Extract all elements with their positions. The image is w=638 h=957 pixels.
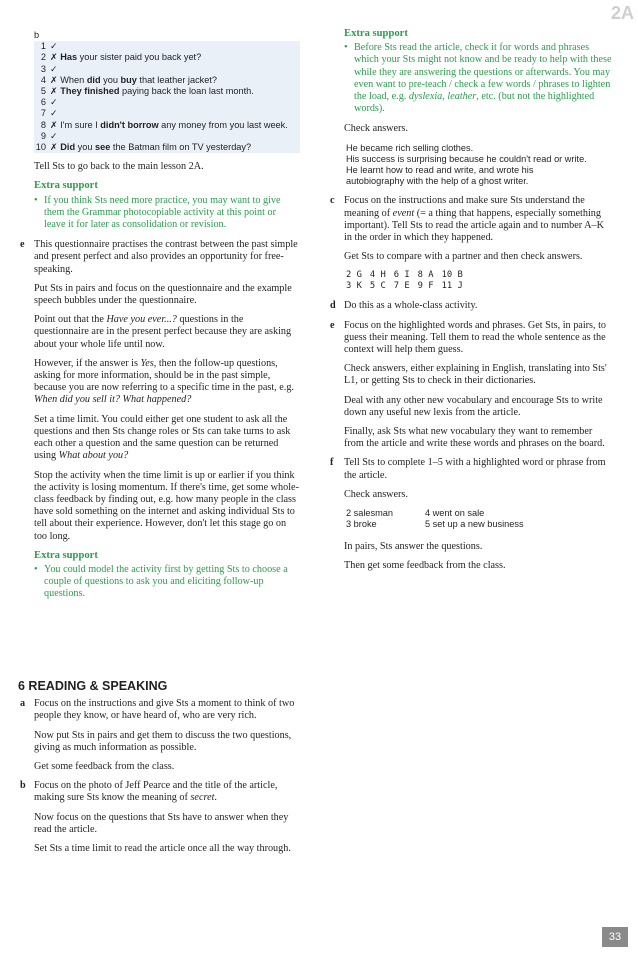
exercise-letter: e xyxy=(330,319,335,331)
paragraph: In pairs, Sts answer the questions. xyxy=(344,540,483,552)
paragraph: Focus on the instructions and make sure Sts understand the meaning of event (= a thing that happens, especially something important). Tell Sts to read the article again and to number A–K in the order in which they happened. xyxy=(344,195,604,244)
answer-cell: 3 K xyxy=(346,281,362,292)
extra-support-list xyxy=(34,195,300,232)
paragraph: Focus on the instructions and give Sts a moment to think of two people they know, or have heard of, who are very rich. xyxy=(34,698,295,722)
extra-support-item: • You could model the activity first by getting Sts to choose a couple of questions to ask you and eliciting follow-up questions. xyxy=(34,564,300,601)
extra-support-heading: Extra support xyxy=(34,549,98,561)
exercise-letter: c xyxy=(330,195,335,207)
answer-cell: 9 F xyxy=(417,281,434,292)
answer-cell: 2 G xyxy=(346,270,362,281)
paragraph: Do this as a whole-class activity. xyxy=(344,300,478,312)
paragraph: Set Sts a time limit to read the article once all the way through. xyxy=(34,843,291,855)
answer-text: ✗ xyxy=(50,52,61,63)
exercise-e xyxy=(20,239,300,276)
answer-text: ✗ When xyxy=(50,74,87,85)
paragraph: Check answers. xyxy=(344,123,408,135)
back-to-lesson: Tell Sts to go back to the main lesson 2A. xyxy=(34,161,204,173)
answer-item xyxy=(34,52,300,63)
extra-support-list xyxy=(344,42,612,115)
paragraph: Finally, ask Sts what new vocabulary they want to remember from the article and write these words and phrases on the board. xyxy=(344,426,605,450)
exercise-letter: d xyxy=(330,300,336,312)
answer-correction: buy xyxy=(120,74,137,85)
answer-number: 3 xyxy=(40,63,46,74)
paragraph: Focus on the highlighted words and phrases. Get Sts, in pairs, to guess their meaning. Tell them to read the whole sentence as the context will help them guess. xyxy=(344,319,607,356)
paragraph: However, if the answer is Yes, then the follow-up questions, asking for more information, should be in the past simple, because you are now referring to a specific time in the past, e.g. When did you sell it? What happened? xyxy=(34,357,294,406)
answer-text: ✓ xyxy=(50,130,58,141)
answer-cell: 8 A xyxy=(417,270,434,281)
paragraph: This questionnaire practises the contrast between the past simple and present perfect and also provides an opportunity for free-speaking. xyxy=(34,239,298,275)
answer-text: you xyxy=(100,74,121,85)
answer-text: you xyxy=(75,142,95,153)
exercise-letter: f xyxy=(330,457,334,469)
paragraph: Get some feedback from the class. xyxy=(34,761,175,773)
answer-number: 1 xyxy=(40,41,46,52)
answer-item xyxy=(34,64,300,75)
extra-support-list xyxy=(34,564,300,601)
answer-line: autobiography with the help of a ghost writer. xyxy=(346,176,529,187)
exercise-b xyxy=(20,780,308,804)
paragraph: Check answers, either explaining in English, translating into Sts' L1, or getting Sts to check in their dictionaries. xyxy=(344,363,607,387)
answer-number: 8 xyxy=(40,119,46,130)
unit-code: 2A xyxy=(610,3,634,23)
answer-text: ✗ I'm sure I xyxy=(50,119,101,130)
exercise-letter: e xyxy=(20,239,25,251)
answer-number: 9 xyxy=(40,130,46,141)
extra-support-heading: Extra support xyxy=(34,180,98,192)
answer-text: ✗ xyxy=(50,86,61,97)
paragraph: Deal with any other new vocabulary and encourage Sts to write down any useful new lexis from the article. xyxy=(344,394,603,418)
answer-cell: 4 went on sale xyxy=(424,508,485,519)
answer-text: any money from you last week. xyxy=(158,119,288,130)
page-number: 33 xyxy=(602,927,628,947)
answer-text: ✓ xyxy=(50,63,58,74)
section-title: 6 READING & SPEAKING xyxy=(18,679,168,693)
paragraph: Check answers. xyxy=(344,488,408,500)
answer-item xyxy=(34,142,300,153)
answer-line: His success is surprising because he couldn't read or write. xyxy=(346,153,587,164)
answer-text: your sister paid you back yet? xyxy=(77,52,202,63)
exercise-d xyxy=(330,300,612,312)
exercise-e-right xyxy=(330,319,612,357)
answer-cell: 10 B xyxy=(441,270,463,281)
exercise-letter: a xyxy=(20,698,26,710)
answer-key-c xyxy=(344,270,469,292)
answer-text: ✓ xyxy=(50,97,58,108)
extra-support-item: • Before Sts read the article, check it for words and phrases which your Sts might not know and be ready to help with these while they are answering the questions or afterwards. You may even want to pre-teach / check a few words / phrases to lighten the load, e.g. dyslexia, leather, etc. (but not the highlighted words). xyxy=(344,42,612,115)
answer-cell: 5 set up a new business xyxy=(424,519,524,530)
answer-cell: 6 I xyxy=(393,270,410,281)
answer-text: ✗ xyxy=(50,142,61,153)
paragraph: Tell Sts to complete 1–5 with a highlighted word or phrase from the article. xyxy=(344,457,606,481)
answer-item xyxy=(34,41,300,52)
answer-item xyxy=(34,86,300,97)
answer-item xyxy=(34,97,300,108)
answer-correction: did xyxy=(86,74,101,85)
answer-key-f xyxy=(344,508,554,530)
paragraph: Focus on the photo of Jeff Pearce and the title of the article, making sure Sts know the meaning of secret. xyxy=(34,780,278,804)
paragraph: Now focus on the questions that Sts have to answer when they read the article. xyxy=(34,811,289,835)
extra-support-item: • If you think Sts need more practice, you may want to give them the Grammar photocopiable activity at this point or leave it for later as consolidation or revision. xyxy=(34,195,300,232)
exercise-letter: b xyxy=(20,780,26,792)
paragraph: Set a time limit. You could either get one student to ask all the questions and then Sts change roles or Sts can take turns to ask each other a question and the same question can be returned using What about you? xyxy=(34,413,291,462)
answer-cell: 5 C xyxy=(369,281,386,292)
answer-text: ✓ xyxy=(50,108,58,119)
paragraph: Now put Sts in pairs and get them to discuss the two questions, giving as much information as possible. xyxy=(34,729,292,753)
extra-support-heading: Extra support xyxy=(344,28,408,39)
answer-number: 4 xyxy=(40,74,46,85)
answers-label: b xyxy=(34,30,40,40)
answer-correction: didn't borrow xyxy=(100,119,159,130)
answer-text: ✓ xyxy=(50,41,58,52)
right-column xyxy=(330,28,612,579)
answer-key-b xyxy=(344,143,612,188)
answer-number: 10 xyxy=(35,142,46,153)
exercise-a xyxy=(20,698,308,722)
paragraph: Get Sts to compare with a partner and then check answers. xyxy=(344,251,583,263)
section-reading-speaking xyxy=(18,680,308,862)
answer-text: paying back the loan last month. xyxy=(119,86,254,97)
answer-correction: see xyxy=(95,142,111,153)
paragraph: Then get some feedback from the class. xyxy=(344,559,506,571)
paragraph: Stop the activity when the time limit is up or earlier if you think the activity is losing momentum. If there's time, get some whole-class feedback by finding out, e.g. how many people in the class have sold something on the internet and asking individual Sts to tell about their experience. However, don't let this stage go on too long. xyxy=(34,469,299,542)
answer-line: He became rich selling clothes. xyxy=(346,142,474,153)
answer-correction: Did xyxy=(60,142,76,153)
answer-line: He learnt how to read and write, and wrote his xyxy=(346,165,534,176)
answer-cell: 2 salesman xyxy=(346,508,393,519)
answer-number: 5 xyxy=(40,86,46,97)
answer-key-list xyxy=(34,41,300,153)
answer-cell: 4 H xyxy=(369,270,386,281)
answer-item xyxy=(34,108,300,119)
answer-text: that leather jacket? xyxy=(136,74,218,85)
answer-number: 6 xyxy=(40,97,46,108)
answer-text: the Batman film on TV yesterday? xyxy=(110,142,252,153)
answer-cell: 7 E xyxy=(393,281,410,292)
answer-cell: 11 J xyxy=(441,281,463,292)
answer-correction: They finished xyxy=(60,86,120,97)
answer-cell: 3 broke xyxy=(346,519,377,530)
left-column xyxy=(20,30,300,609)
answer-correction: Has xyxy=(60,52,78,63)
exercise-f xyxy=(330,457,612,481)
answer-item xyxy=(34,131,300,142)
paragraph: Put Sts in pairs and focus on the questionnaire and the example speech bubbles under the questionnaire. xyxy=(34,282,292,307)
answer-number: 2 xyxy=(40,52,46,63)
answer-item xyxy=(34,75,300,86)
answer-number: 7 xyxy=(40,108,46,119)
paragraph: Point out that the Have you ever...? questions in the questionnaire are in the present perfect because they are asking about your whole life until now. xyxy=(34,314,292,350)
answer-item xyxy=(34,120,300,131)
exercise-c xyxy=(330,195,612,244)
